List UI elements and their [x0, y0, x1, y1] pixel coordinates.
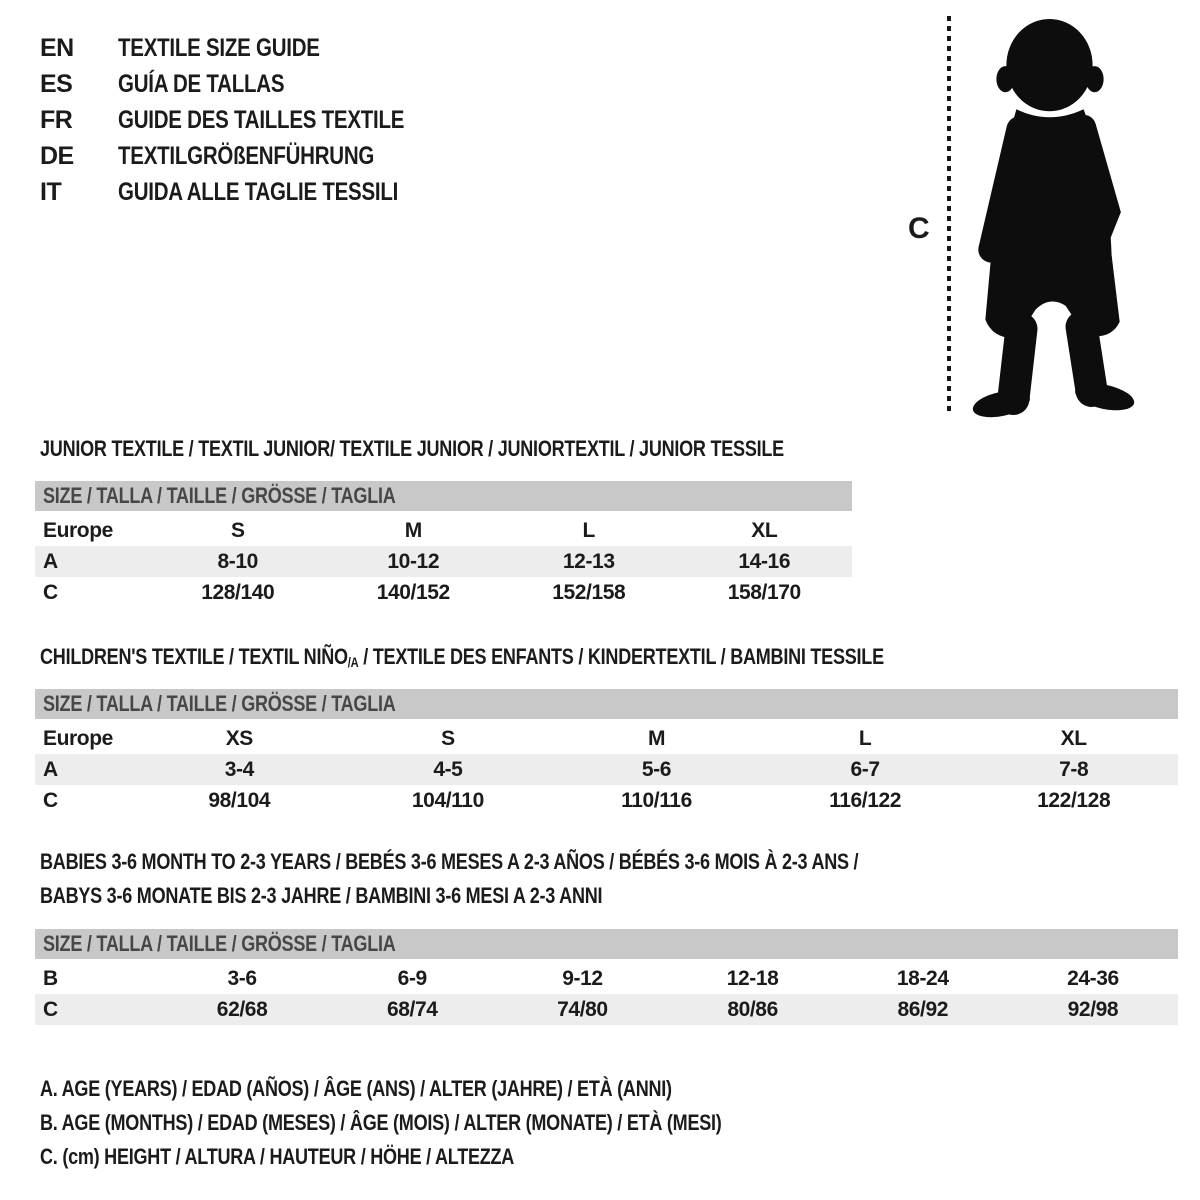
row-label: Europe [43, 519, 113, 542]
table-row [35, 754, 1178, 785]
size-cell: 140/152 [376, 581, 450, 604]
row-label: B [43, 967, 58, 990]
size-cell: 18-24 [896, 967, 949, 990]
table-header-bar: SIZE / TALLA / TAILLE / GRÖSSE / TAGLIA [35, 481, 852, 511]
language-row [40, 174, 467, 210]
size-table-babies [35, 929, 1178, 1025]
size-cell: XS [225, 727, 253, 750]
language-code: IT [40, 178, 62, 206]
size-table-junior [35, 481, 852, 608]
height-dashed-line [947, 16, 951, 416]
size-cell: XL [1060, 727, 1087, 750]
size-cell: 62/68 [216, 998, 268, 1021]
row-label: Europe [43, 727, 113, 750]
table-row [35, 723, 1178, 754]
section-title-junior: JUNIOR TEXTILE / TEXTIL JUNIOR/ TEXTILE JUNIOR / JUNIORTEXTIL / JUNIOR TESSILE [40, 436, 784, 461]
size-cell: 68/74 [386, 998, 438, 1021]
size-cell: 6-9 [397, 967, 427, 990]
size-cell: 3-4 [224, 758, 254, 781]
language-title: GUIDA ALLE TAGLIE TESSILI [118, 178, 399, 206]
size-table-children [35, 689, 1178, 816]
size-cell: L [582, 519, 595, 542]
measure-legend [40, 1072, 871, 1174]
legend-line-c: C. (cm) HEIGHT / ALTURA / HAUTEUR / HÖHE / ALTEZZA [40, 1144, 515, 1169]
table-row [35, 515, 852, 546]
language-row [40, 30, 467, 66]
table-row [35, 963, 1178, 994]
size-cell: 7-8 [1059, 758, 1089, 781]
size-cell: 8-10 [217, 550, 258, 573]
size-cell: 122/128 [1037, 789, 1111, 812]
size-cell: 158/170 [727, 581, 801, 604]
size-cell: 128/140 [201, 581, 275, 604]
legend-line-a: A. AGE (YEARS) / EDAD (AÑOS) / ÂGE (ANS) / ALTER (JAHRE) / ETÀ (ANNI) [40, 1076, 672, 1101]
size-cell: M [647, 727, 666, 750]
language-guide [40, 30, 467, 210]
row-label: C [43, 789, 58, 812]
table-row [35, 577, 852, 608]
language-title: TEXTILE SIZE GUIDE [118, 34, 320, 62]
size-cell: L [858, 727, 872, 750]
size-cell: 116/122 [829, 789, 902, 812]
language-code: FR [40, 106, 73, 134]
measure-label-c: C [908, 212, 930, 245]
language-row [40, 102, 467, 138]
table-header-bar: SIZE / TALLA / TAILLE / GRÖSSE / TAGLIA [35, 929, 1178, 959]
size-cell: 5-6 [641, 758, 672, 781]
size-cell: 86/92 [897, 998, 949, 1021]
size-cell: 12-13 [562, 550, 615, 573]
size-cell: 74/80 [557, 998, 608, 1021]
size-cell: 104/110 [411, 789, 484, 812]
language-row [40, 138, 467, 174]
language-row [40, 66, 467, 102]
size-cell: 10-12 [387, 550, 440, 573]
size-cell: 14-16 [738, 550, 791, 573]
table-header-bar: SIZE / TALLA / TAILLE / GRÖSSE / TAGLIA [35, 689, 1178, 719]
size-cell: 24-36 [1067, 967, 1119, 990]
size-cell: 92/98 [1067, 998, 1119, 1021]
size-cell: 9-12 [562, 967, 603, 990]
size-cell: 6-7 [850, 758, 880, 781]
size-cell: 3-6 [227, 967, 257, 990]
size-cell: 4-5 [433, 758, 463, 781]
size-cell: 110/116 [621, 789, 692, 812]
language-title: TEXTILGRÖßENFÜHRUNG [118, 142, 375, 170]
language-title: GUÍA DE TALLAS [118, 70, 285, 98]
size-cell: 98/104 [208, 789, 271, 812]
language-code: ES [40, 70, 73, 98]
row-label: C [43, 998, 58, 1021]
row-label: A [43, 550, 58, 573]
language-code: EN [40, 34, 74, 62]
table-row [35, 546, 852, 577]
table-row [35, 994, 1178, 1025]
section-title-babies: BABIES 3-6 MONTH TO 2-3 YEARS / BEBÉS 3-6 MESES A 2-3 AÑOS / BÉBÉS 3-6 MOIS À 2-3 ANS / BABYS 3-6 MONATE BIS 2-3 JAHRE / BAMBINI 3-6 MESI A 2-3 ANNI [40, 849, 859, 908]
row-label: A [43, 758, 58, 781]
row-label: C [43, 581, 58, 604]
size-cell: M [404, 519, 422, 542]
language-title: GUIDE DES TAILLES TEXTILE [118, 106, 405, 134]
size-cell: S [441, 727, 455, 750]
toddler-silhouette-icon [960, 13, 1138, 419]
size-cell: 152/158 [552, 581, 626, 604]
size-cell: 80/86 [727, 998, 778, 1021]
table-row [35, 785, 1178, 816]
size-cell: S [230, 519, 245, 542]
language-code: DE [40, 142, 74, 170]
section-title-children: CHILDREN'S TEXTILE / TEXTIL NIÑO/A / TEXTILE DES ENFANTS / KINDERTEXTIL / BAMBINI TESSILE [40, 644, 884, 670]
size-cell: XL [751, 519, 778, 542]
legend-line-b: B. AGE (MONTHS) / EDAD (MESES) / ÂGE (MOIS) / ALTER (MONATE) / ETÀ (MESI) [40, 1110, 722, 1135]
subscript-a: /A [347, 655, 359, 670]
size-cell: 12-18 [726, 967, 779, 990]
